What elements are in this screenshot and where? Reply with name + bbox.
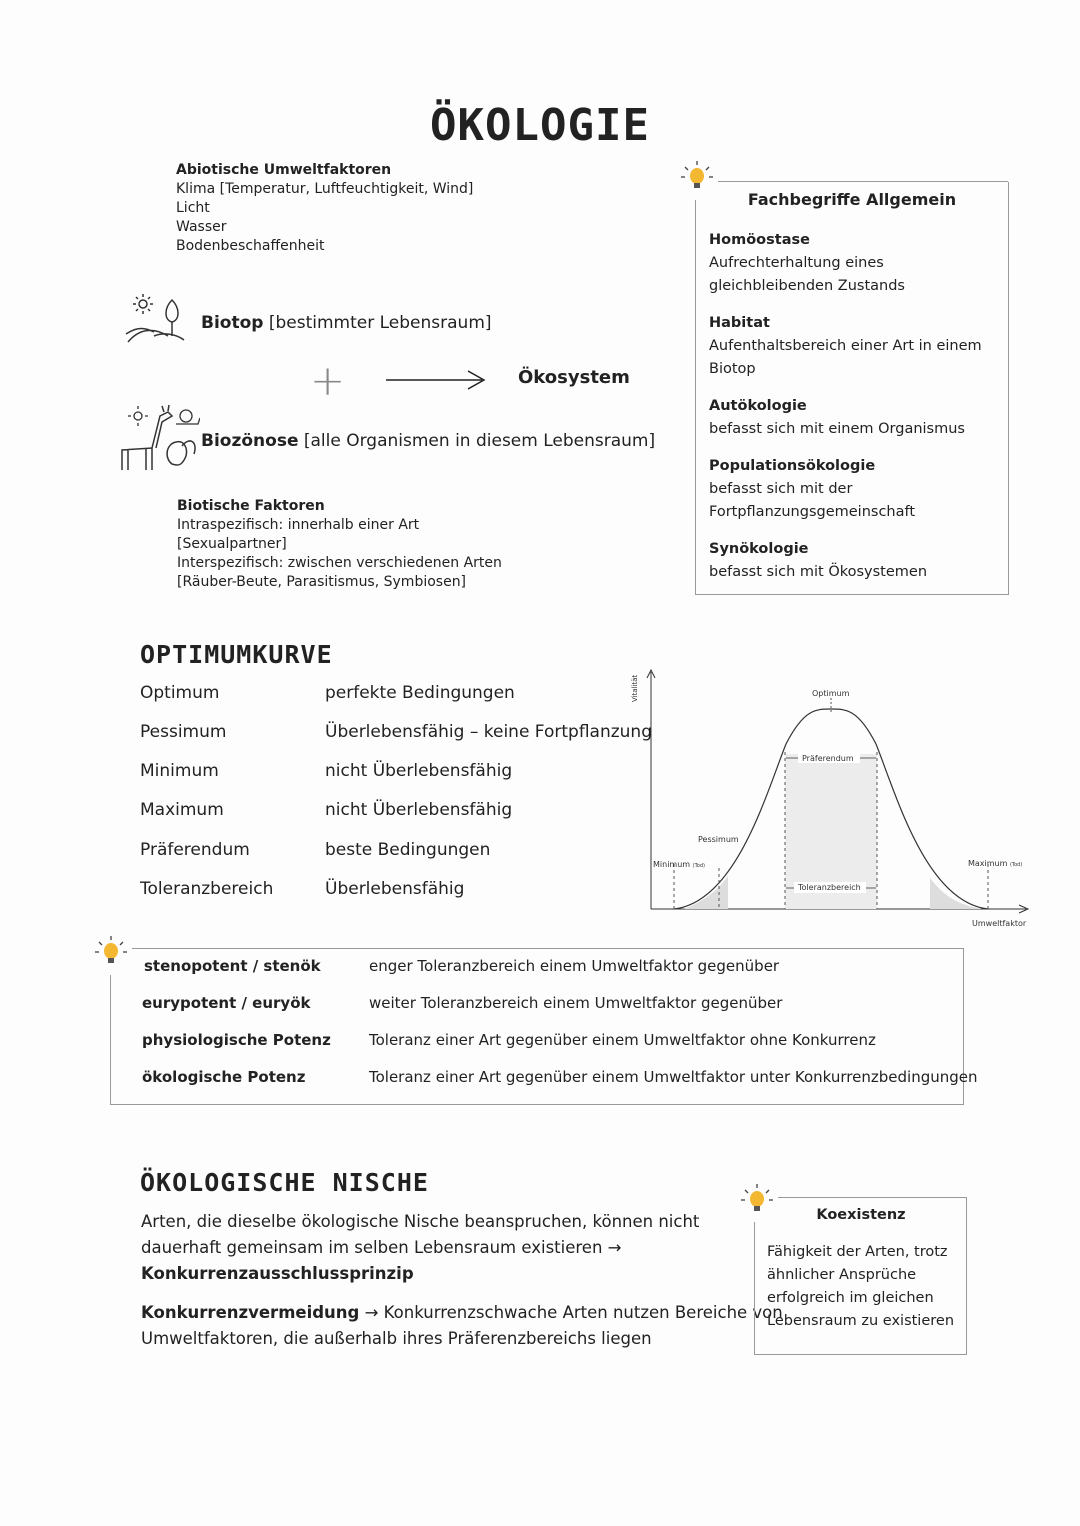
nische-line: Umweltfaktoren, die außerhalb ihres Präferenzbereichs liegen (141, 1329, 652, 1348)
abiotic-heading: Abiotische Umweltfaktoren (176, 162, 392, 178)
biotic-line: Interspezifisch: zwischen verschiedenen Arten (177, 555, 502, 571)
koexistenz-line: Fähigkeit der Arten, trotz (767, 1244, 948, 1260)
optimum-desc: perfekte Bedingungen (325, 683, 515, 703)
potenz-term: eurypotent / euryök (142, 994, 311, 1012)
nische-paragraph-1 (141, 1209, 699, 1287)
chart-label-maximum (968, 859, 1022, 868)
nische-paragraph-2 (141, 1300, 783, 1352)
arrow-right-icon (384, 368, 488, 392)
biozoenose-icon (116, 402, 200, 472)
biozoenose-desc: [alle Organismen in diesem Lebensraum] (303, 431, 656, 451)
fach-desc: befasst sich mit einem Organismus (709, 421, 965, 437)
chart-label-maximum-note: (Tod) (1009, 862, 1023, 868)
tree-icon (166, 300, 178, 336)
pessimum-area-right (930, 878, 982, 909)
biotop-desc: [bestimmter Lebensraum] (268, 313, 492, 333)
biotic-factors (177, 497, 502, 592)
optimum-heading: OPTIMUMKURVE (140, 640, 333, 669)
biozoenose-term: Biozönose (201, 431, 299, 451)
koexistenz-text (767, 1241, 954, 1333)
nische-bold: Konkurrenzausschlussprinzip (141, 1264, 414, 1283)
fach-term-autoekologie: Autökologie (709, 398, 807, 414)
koexistenz-line: ähnlicher Ansprüche (767, 1267, 917, 1283)
nische-bold-2: Konkurrenzvermeidung (141, 1303, 360, 1322)
optimum-term: Pessimum (140, 722, 227, 742)
fach-desc: Fortpflanzungsgemeinschaft (709, 504, 916, 520)
chart-xlabel: Umweltfaktor (972, 919, 1027, 928)
biotop-icon (124, 292, 188, 348)
potenz-desc: enger Toleranzbereich einem Umweltfaktor gegenüber (369, 957, 780, 975)
fach-term-populationsoekologie: Populationsökologie (709, 458, 876, 474)
biotic-line: [Räuber-Beute, Parasitismus, Symbiosen] (177, 574, 467, 590)
optimum-desc: nicht Überlebensfähig (325, 800, 513, 820)
optimum-term: Maximum (140, 800, 224, 820)
fach-desc: Aufrechterhaltung eines (709, 255, 884, 271)
fach-term-habitat: Habitat (709, 315, 770, 331)
abiotic-item: Licht (176, 200, 210, 216)
sun-icon (133, 294, 153, 314)
optimum-term: Toleranzbereich (140, 879, 274, 899)
page-title: ÖKOLOGIE (430, 100, 650, 151)
nische-line: Arten, die dieselbe ökologische Nische beanspruchen, können nicht (141, 1212, 700, 1231)
abiotic-item: Wasser (176, 219, 227, 235)
fach-term-homoeostase: Homöostase (709, 232, 810, 248)
potenz-term: physiologische Potenz (142, 1031, 331, 1049)
chart-label-maximum-text: Maximum (968, 859, 1008, 868)
fach-desc: gleichbleibenden Zustands (709, 278, 905, 294)
fachbegriffe-top-border (718, 181, 1008, 182)
fach-term-synoekologie: Synökologie (709, 541, 809, 557)
biotic-heading: Biotische Faktoren (177, 498, 325, 514)
koexistenz-heading: Koexistenz (816, 1207, 906, 1223)
optimum-desc: Überlebensfähig (325, 879, 465, 899)
potenz-term: stenopotent / stenök (144, 957, 321, 975)
fach-desc: befasst sich mit Ökosystemen (709, 564, 928, 580)
biozoenose-line (201, 429, 655, 453)
fach-desc: Aufenthaltsbereich einer Art in einem (709, 338, 982, 354)
potenz-desc: weiter Toleranzbereich einem Umweltfaktor gegenüber (369, 994, 783, 1012)
sun-icon (128, 406, 148, 426)
chart-label-toleranz: Toleranzbereich (798, 883, 861, 892)
plus-sign: + (310, 356, 346, 405)
chart-label-praeferendum: Präferendum (802, 754, 854, 763)
optimum-desc: nicht Überlebensfähig (325, 761, 513, 781)
biotop-term: Biotop (201, 313, 264, 333)
fachbegriffe-heading: Fachbegriffe Allgemein (747, 190, 957, 209)
abiotic-item: Bodenbeschaffenheit (176, 238, 325, 254)
koexistenz-line: erfolgreich im gleichen (767, 1290, 934, 1306)
chart-label-pessimum: Pessimum (698, 835, 739, 844)
chart-ylabel: Vitalität (631, 674, 639, 702)
optimum-term: Präferendum (140, 840, 250, 860)
snail-icon (176, 410, 200, 424)
potenz-desc: Toleranz einer Art gegenüber einem Umweltfaktor unter Konkurrenzbedingungen (369, 1068, 978, 1086)
nische-line: dauerhaft gemeinsam im selben Lebensraum existieren → (141, 1238, 622, 1257)
fach-desc: Biotop (709, 361, 756, 377)
optimum-chart (626, 664, 1036, 936)
fach-desc: befasst sich mit der (709, 481, 853, 497)
fachbegriffe-left-border (695, 200, 696, 595)
giraffe-icon (122, 405, 172, 470)
squirrel-icon (167, 441, 195, 465)
biotop-line (201, 311, 492, 335)
koexistenz-line: Lebensraum zu existieren (767, 1313, 955, 1329)
optimum-term: Minimum (140, 761, 219, 781)
fachbegriffe-list (709, 229, 982, 584)
abiotic-factors (176, 161, 473, 256)
optimum-desc: beste Bedingungen (325, 840, 491, 860)
biotic-line: Intraspezifisch: innerhalb einer Art (177, 517, 420, 533)
potenz-term: ökologische Potenz (142, 1068, 306, 1086)
chart-label-minimum (653, 860, 705, 869)
nische-heading: ÖKOLOGISCHE NISCHE (140, 1168, 429, 1197)
biotic-line: [Sexualpartner] (177, 536, 287, 552)
chart-label-optimum: Optimum (812, 689, 850, 698)
chart-label-minimum-note: (Tod) (692, 863, 705, 869)
chart-label-minimum-text: Minimum (653, 860, 691, 869)
abiotic-item: Klima [Temperatur, Luftfeuchtigkeit, Wind] (176, 181, 474, 197)
optimum-desc: Überlebensfähig – keine Fortpflanzung (325, 722, 652, 742)
potenz-desc: Toleranz einer Art gegenüber einem Umweltfaktor ohne Konkurrenz (369, 1031, 876, 1049)
nische-p2-rest: → Konkurrenzschwache Arten nutzen Bereiche von (359, 1303, 783, 1322)
optimum-term: Optimum (140, 683, 220, 703)
ecosystem-label: Ökosystem (518, 367, 630, 388)
